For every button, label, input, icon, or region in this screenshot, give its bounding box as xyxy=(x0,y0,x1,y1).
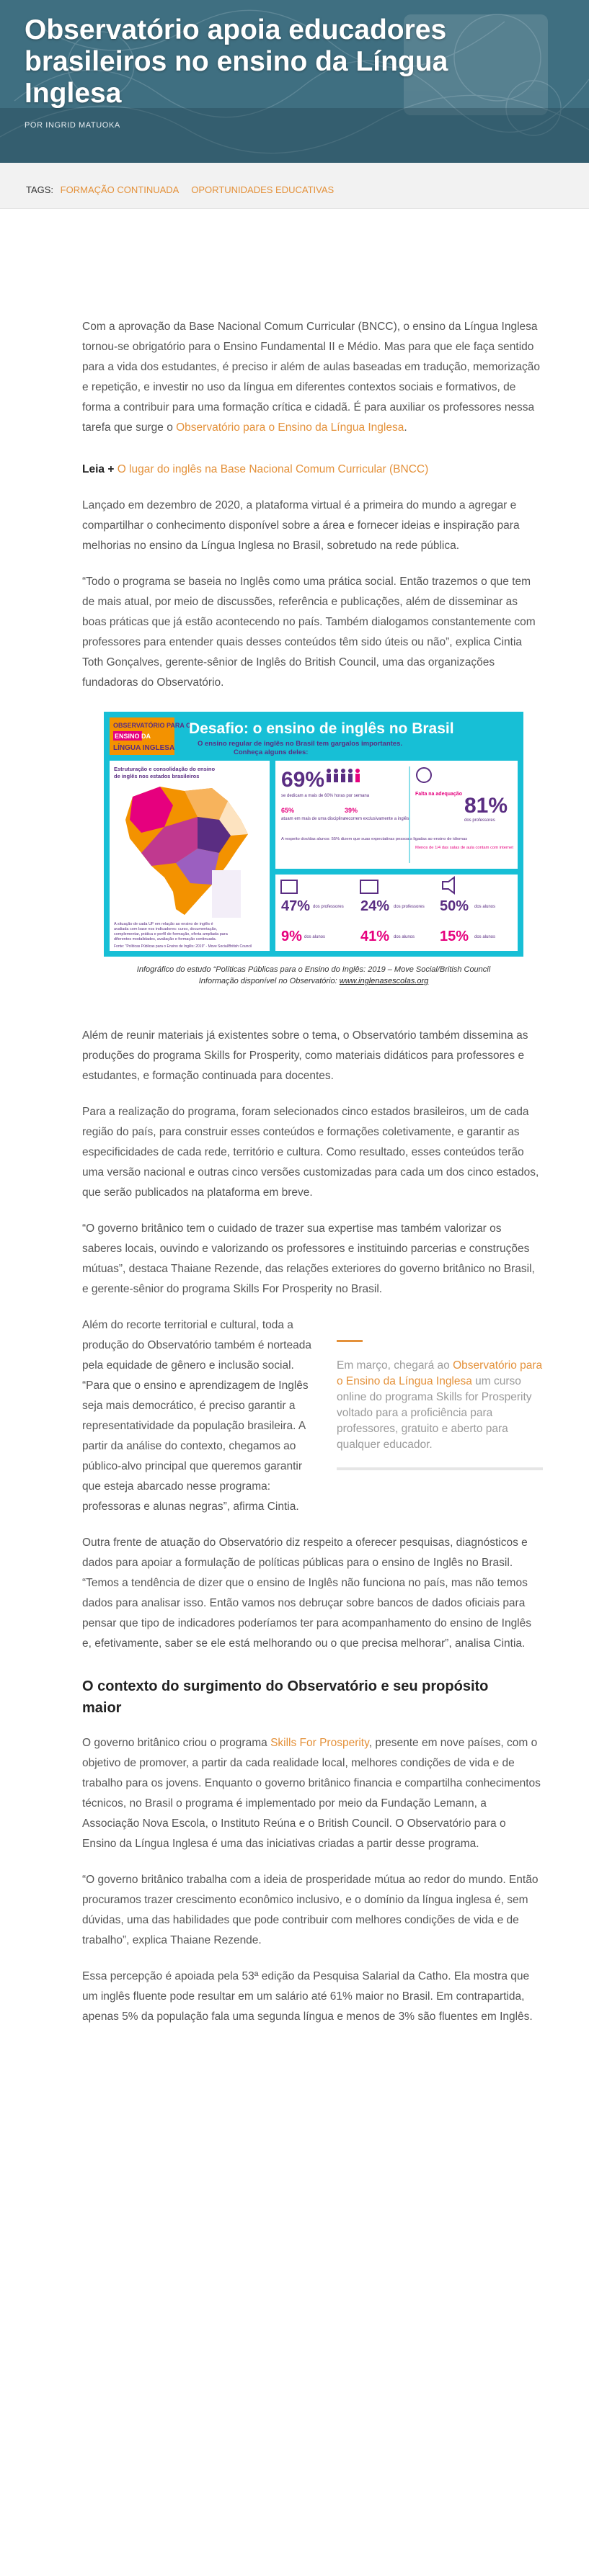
pullquote xyxy=(337,1334,543,1470)
stat-65-value: 65% xyxy=(281,807,295,814)
observatorio-link[interactable]: Observatório para o Ensino da Língua Inglesa xyxy=(176,421,404,434)
infographic-figure xyxy=(104,712,523,987)
article-paragraph: Essa percepção é apoiada pela 53ª edição da Pesquisa Salarial da Catho. Ela mostra que um inglês fluente pode resultar em um salário até 61% maior no Brasil. Em contrapartida, apenas 5% da população fala uma segunda língua e menos de 3% são fluentes em Inglês. xyxy=(82,1970,533,2023)
stat-41-value: 41% xyxy=(360,929,390,944)
stat-55-text: A respeito dos/das alunos: 55% dizem que suas expectativas pessoais ligadas ao ensino de idiomas xyxy=(281,837,468,841)
infographic xyxy=(104,712,523,957)
article-paragraph: Além de reunir materiais já existentes sobre o tema, o Observatório também dissemina as produções do programa Skills for Prosperity, como materiais didáticos para professores e estudantes, e formação continuada para docentes. xyxy=(82,1029,528,1082)
paragraph-text: , presente em nove países, com o objetivo de promover, a partir da cada realidade local, melhores condições de vida e de trabalho para os jovens. Enquanto o governo britânico financia e compartilha conhecimentos técnicos, no Brasil o programa é implementado por meio da Fundação Lemann, a Associação Nova Escola, o Instituto Reúna e o British Council. O Observatório para o Ensino da Língua Inglesa é uma das iniciativas criadas a partir desse programa. xyxy=(82,1737,541,1850)
stat-9-value: 9% xyxy=(281,929,302,944)
pullquote-post: um curso online do programa Skills for Prosperity voltado para a proficiência para professores, gratuito e aberto para qualquer educador. xyxy=(337,1375,532,1451)
stat-24-value: 24% xyxy=(360,898,390,914)
stat-39-text: recorrem exclusivamente a inglês xyxy=(345,817,409,821)
paragraph-text: Com a aprovação da Base Nacional Comum Curricular (BNCC), o ensino da Língua Inglesa tornou-se obrigatório para o Ensino Fundamental II e Médio. Mas para que ele faça sentido para a vida dos estudantes, é preciso ir além de aulas baseadas em tradução, memorização e repetição, e investir no uso da língua em diferentes contextos sociais e formativos, de forma a contribuir para uma formação crítica e cidadã. É para auxiliar os professores nessa tarefa que surge o xyxy=(82,321,540,434)
stat-24-text: dos professores xyxy=(394,905,425,909)
stat-69-value: 69% xyxy=(281,768,325,792)
infographic-title: Desafio: o ensino de inglês no Brasil xyxy=(189,720,454,737)
article-paragraph xyxy=(82,317,543,438)
article-paragraph: Além do recorte territorial e cultural, toda a produção do Observatório também é norteada pela equidade de gênero e inclusão social. “Para que o ensino e aprendizagem de Inglês seja mais democrático, é preciso garantir a representatividade da população brasileira. A partir da análise do contexto, chegamos ao público-alvo principal que queremos garantir que esteja abarcado nesse programa: professoras e alunas negras”, afirma Cintia. xyxy=(82,1319,311,1513)
infographic-subtitle-1: O ensino regular de inglês no Brasil tem gargalos importantes. xyxy=(198,740,403,748)
caption-link[interactable]: www.inglenasescolas.org xyxy=(339,977,429,985)
stat-50-text: dos alunos xyxy=(474,905,496,909)
pullquote-link[interactable]: Observatório para o Ensino da Língua Inglesa xyxy=(337,1359,543,1387)
skills-for-prosperity-link[interactable]: Skills For Prosperity xyxy=(270,1737,369,1749)
caption-line-2: Informação disponível no Observatório: xyxy=(198,977,340,985)
pullquote-section xyxy=(82,1315,543,1533)
pullquote-pre: Em março, chegará ao xyxy=(337,1359,453,1372)
badge-line-3: LÍNGUA INGLESA xyxy=(113,744,175,752)
stat-15-text: dos alunos xyxy=(474,935,496,939)
stat-50-value: 50% xyxy=(440,898,469,914)
pullquote-accent xyxy=(337,1340,363,1342)
article-paragraph: “O governo britânico trabalha com a ideia de prosperidade mútua ao redor do mundo. Então procuramos trazer crescimento econômico inclusivo, e o domínio da língua inglesa é, sem dúvidas, uma das habilidades que pode contribuir com melhores condições de vida e de trabalho”, explica Thaiane Rezende. xyxy=(82,1874,539,1946)
stat-41-text: dos alunos xyxy=(394,935,415,939)
stat-81-value: 81% xyxy=(464,794,508,818)
map-note-4: diferentes modalidades, avaliação e formação continuada. xyxy=(114,937,217,942)
spacer xyxy=(0,209,589,317)
hero-banner xyxy=(0,0,589,163)
tag-link-formacao-continuada[interactable]: FORMAÇÃO CONTINUADA xyxy=(60,184,179,195)
infographic-subtitle-2: Conheça alguns deles: xyxy=(234,748,309,756)
stats-panel-bottom xyxy=(275,875,518,951)
stat-47-value: 47% xyxy=(281,898,311,914)
article-paragraph: “Todo o programa se baseia no Inglês como uma prática social. Então trazemos o que tem de mais atual, por meio de discussões, referência e publicações, além de disseminar as boas práticas que já estão acontecendo no país. Também dialogamos constantemente com professores para entender quais desses conteúdos têm sido úteis ou não”, explica Cintia Toth Gonçalves, gerente-sênior de Inglês do British Council, uma das organizações fundadoras do Observatório. xyxy=(82,576,536,689)
pullquote-text xyxy=(337,1358,543,1453)
leia-label: Leia + xyxy=(82,463,115,475)
infographic-caption xyxy=(104,964,523,987)
map-source: Fonte: "Políticas Públicas para o Ensino de Inglês: 2019" - Move Social/British Council xyxy=(114,944,252,949)
article-paragraph xyxy=(82,1733,543,1854)
page-title: Observatório apoia educadores brasileiros no ensino da Língua Inglesa xyxy=(25,14,448,109)
caption-line-1: Infográfico do estudo “Políticas Públicas para o Ensino do Inglês: 2019 – Move Social/British Council xyxy=(136,965,491,974)
map-note-1: A situação de cada UF em relação ao ensino de inglês é xyxy=(114,922,213,926)
stat-9-text: dos alunos xyxy=(304,935,326,939)
infographic-graphic xyxy=(104,712,523,957)
stat-69-text: se dedicam a mais de 60% horas por semana xyxy=(281,794,370,798)
stat-15-value: 15% xyxy=(440,929,469,944)
paragraph-text: . xyxy=(404,421,407,434)
tag-link-oportunidades-educativas[interactable]: OPORTUNIDADES EDUCATIVAS xyxy=(191,184,335,195)
section-heading: O contexto do surgimento do Observatório e seu propósito maior xyxy=(82,1678,489,1716)
paragraph-text: O governo britânico criou o programa xyxy=(82,1737,271,1749)
map-note-3: complementar, prática e perfil de formação, oferta ampliada para xyxy=(114,932,228,936)
stat-81-text: dos professores xyxy=(464,818,495,823)
map-note-2: avaliada com base nos indicadores: curso, documentação, xyxy=(114,927,218,931)
article-paragraph: Lançado em dezembro de 2020, a plataforma virtual é a primeira do mundo a agregar e compartilhar o conhecimento disponível sobre a área e fornecer ideias e inspiração para melhorias no ensino da Língua Inglesa no Brasil, sobretudo na rede pública. xyxy=(82,499,520,552)
leia-mais xyxy=(82,460,543,480)
tags-bar xyxy=(0,163,589,209)
badge-line-2: ENSINO DA xyxy=(115,733,151,740)
leia-mais-link[interactable]: O lugar do inglês na Base Nacional Comum Curricular (BNCC) xyxy=(117,463,429,475)
tags-label: TAGS: xyxy=(26,184,54,195)
article-paragraph: Para a realização do programa, foram selecionados cinco estados brasileiros, um de cada região do país, para construir esses conteúdos e formações coletivamente, e garantir as especificidades de cada rede, território e cultura. Como resultado, esses conteúdos terão uma versão nacional e outras cinco versões customizadas para cada um dos cinco estados, que serão publicados na plataforma em breve. xyxy=(82,1106,539,1199)
stat-81-head: Falta na adequação xyxy=(415,792,462,797)
author-byline: POR INGRID MATUOKA xyxy=(25,121,120,130)
stat-65-text: atuam em mais de uma disciplina xyxy=(281,817,346,821)
article-paragraph: Outra frente de atuação do Observatório diz respeito a oferecer pesquisas, diagnósticos e dados para apoiar a formulação de políticas públicas para o ensino de Inglês no Brasil. “Temos a tendência de dizer que o ensino de Inglês não funciona no país, mas não temos dados para analisar isso. Então vamos nos debruçar sobre bancos de dados oficiais para pensar que tipo de indicadores poderíamos ter para acompanhamento do ensino de Inglês e, efetivamente, saber se ele está melhorando ou o que precisa melhorar”, analisa Cintia. xyxy=(82,1537,531,1650)
article-paragraph: “O governo britânico tem o cuidado de trazer sua expertise mas também valorizar os saberes locais, ouvindo e valorizando os professores e instituindo parcerias e construções mútuas”, destaca Thaiane Rezende, das relações exteriores do governo britânico no Brasil, e gerente-sênior do programa Skills For Prosperity no Brasil. xyxy=(82,1222,535,1295)
map-heading-1: Estruturação e consolidação do ensino xyxy=(114,766,216,772)
stat-39-value: 39% xyxy=(345,807,358,814)
badge-line-1: OBSERVATÓRIO PARA O xyxy=(113,722,192,729)
article-body xyxy=(0,317,589,2027)
stat-internet-text: Menos de 1/4 das salas de aula contam com internet xyxy=(415,846,513,850)
stat-47-text: dos professores xyxy=(313,905,344,909)
map-heading-2: de inglês nos estados brasileiros xyxy=(114,773,200,779)
